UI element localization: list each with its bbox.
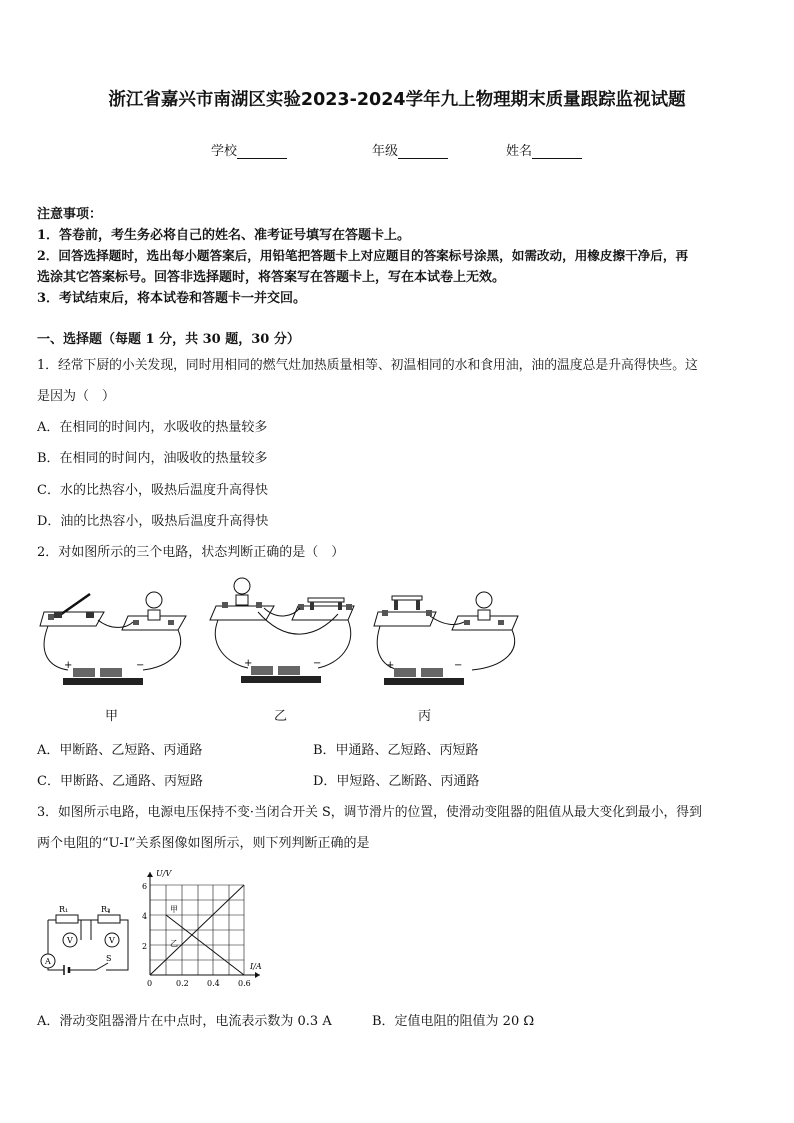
q3-ui-graph: [138, 866, 272, 992]
ammeter-label: A: [45, 957, 51, 966]
q1-stem: 是因为（ ）: [37, 389, 116, 404]
svg-text:−: −: [136, 660, 145, 671]
line-jia-label: 甲: [170, 905, 178, 914]
page-title: 浙江省嘉兴市南湖区实验2023-2024学年九上物理期末质量跟踪监视试题: [108, 90, 686, 110]
xtick: 0.2: [176, 979, 189, 988]
notice-item: 2．回答选择题时，选出每小题答案后，用铅笔把答题卡上对应题目的答案标号涂黑，如需改动，用橡皮擦干净后，再: [37, 248, 689, 263]
q2-option[interactable]: C．甲断路、乙通路、丙短路: [37, 774, 203, 789]
q1-option[interactable]: D．油的比热容小，吸热后温度升高得快: [37, 514, 269, 529]
r1-label: R₁: [59, 905, 69, 914]
q2-option[interactable]: D．甲短路、乙断路、丙通路: [313, 774, 480, 789]
name-label: 姓名: [506, 144, 533, 159]
ytick: 6: [142, 882, 148, 891]
xlabel: I/A: [250, 962, 262, 971]
voltmeter2-label: V: [109, 936, 115, 945]
xtick: 0.4: [207, 979, 220, 988]
q2-option[interactable]: B．甲通路、乙短路、丙短路: [313, 743, 479, 758]
caption-yi: 乙: [274, 709, 288, 724]
caption-jia: 甲: [105, 709, 119, 724]
circuit-yi-figure: [208, 576, 358, 686]
name-field[interactable]: [506, 140, 582, 159]
school-field[interactable]: [211, 140, 287, 159]
q2-option[interactable]: A．甲断路、乙短路、丙通路: [37, 743, 203, 758]
notice-item: 3．考试结束后，将本试卷和答题卡一并交回。: [37, 291, 307, 306]
xtick: 0: [147, 979, 153, 988]
ylabel: U/V: [156, 869, 172, 878]
notice-item: 1．答卷前，考生务必将自己的姓名、准考证号填写在答题卡上。: [37, 228, 411, 243]
section-heading: 一、选择题（每题 1 分，共 30 题，30 分）: [37, 332, 300, 347]
circuit-jia-figure: [38, 582, 188, 687]
q1-option[interactable]: A．在相同的时间内，水吸收的热量较多: [37, 420, 268, 435]
name-blank[interactable]: [532, 146, 582, 159]
notice-item: 选涂其它答案标号。回答非选择题时，将答案写在答题卡上，写在本试卷上无效。: [37, 270, 506, 285]
svg-text:−: −: [454, 660, 463, 671]
q1-option[interactable]: C．水的比热容小，吸热后温度升高得快: [37, 483, 268, 498]
svg-text:+: +: [64, 660, 73, 671]
ytick: 4: [142, 912, 148, 921]
xtick: 0.6: [238, 979, 251, 988]
svg-text:+: +: [386, 660, 395, 671]
circuit-bing-figure: [372, 582, 522, 687]
q1-stem: 1．经常下厨的小关发现，同时用相同的燃气灶加热质量相等、初温相同的水和食用油，油的温度总是升高得快些。这: [37, 358, 698, 373]
r2-label: R₂: [101, 905, 111, 914]
grade-label: 年级: [372, 144, 399, 159]
q3-option[interactable]: A．滑动变阻器滑片在中点时，电流表示数为 0.3 A: [37, 1014, 332, 1029]
line-yi-label: 乙: [170, 939, 178, 948]
q3-option[interactable]: B．定值电阻的阻值为 20 Ω: [372, 1014, 535, 1029]
school-blank[interactable]: [237, 146, 287, 159]
svg-text:+: +: [244, 658, 253, 669]
school-label: 学校: [211, 144, 238, 159]
notice-heading: 注意事项：: [37, 207, 103, 222]
ytick: 2: [142, 942, 148, 951]
caption-bing: 丙: [418, 709, 432, 724]
switch-label: S: [106, 954, 112, 963]
q3-stem: 3．如图所示电路，电源电压保持不变·当闭合开关 S，调节滑片的位置，使滑动变阻器的阻值从最大变化到最小，得到: [37, 805, 702, 820]
svg-text:−: −: [313, 658, 322, 669]
q2-stem: 2．对如图所示的三个电路，状态判断正确的是（ ）: [37, 545, 345, 560]
grade-field[interactable]: [372, 140, 448, 159]
q3-circuit-diagram: [36, 895, 136, 985]
grade-blank[interactable]: [398, 146, 448, 159]
q3-stem: 两个电阻的“U-I”关系图像如图所示，则下列判断正确的是: [37, 836, 370, 851]
q1-option[interactable]: B．在相同的时间内，油吸收的热量较多: [37, 451, 268, 466]
voltmeter1-label: V: [67, 936, 73, 945]
